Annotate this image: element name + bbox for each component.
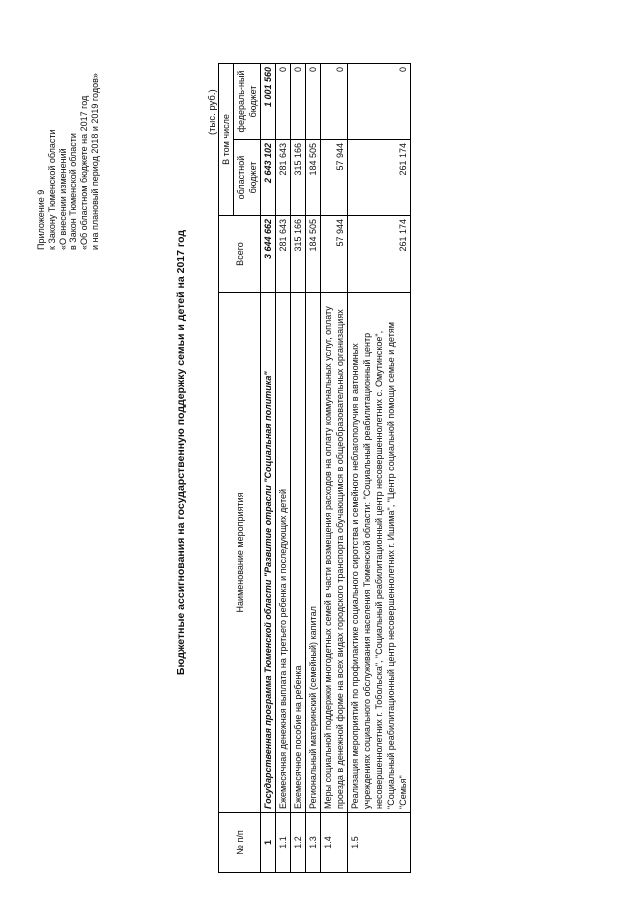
cell-num: 1.5 [348, 813, 411, 873]
appendix-line: «Об областном бюджете на 2017 год [79, 95, 90, 250]
cell-regional: 315 166 [291, 140, 306, 216]
cell-num: 1.4 [321, 813, 348, 873]
cell-regional: 2 643 102 [261, 140, 276, 216]
header-federal: федераль-ный бюджет [234, 63, 261, 139]
header-name: Наименование мероприятия [219, 293, 261, 813]
units-label: (тыс. руб.) [207, 89, 218, 135]
header-total: Всего [219, 216, 261, 293]
cell-regional: 184 505 [306, 140, 321, 216]
appendix-line: и на плановый период 2018 и 2019 годов» [89, 73, 100, 250]
cell-total: 57 944 [321, 216, 348, 293]
cell-regional: 57 944 [321, 140, 348, 216]
cell-total: 3 644 662 [261, 216, 276, 293]
table-row [276, 63, 291, 872]
cell-name: Ежемесячное пособие на ребенка [291, 293, 306, 813]
cell-regional: 261 174 [348, 140, 411, 216]
cell-federal: 0 [348, 63, 411, 139]
appendix-line: в Закон Тюменской области [68, 133, 79, 250]
table-row-program [261, 63, 276, 872]
cell-federal: 1 001 560 [261, 63, 276, 139]
table-row [291, 63, 306, 872]
document-title: Бюджетные ассигнования на государственную поддержку семьи и детей на 2017 год [175, 229, 187, 676]
appendix-line: «О внесении изменений [57, 148, 68, 250]
cell-num: 1 [261, 813, 276, 873]
cell-num: 1.3 [306, 813, 321, 873]
appendix-header [36, 73, 101, 250]
header-including: В том числе [219, 63, 234, 215]
header-regional: областной бюджет [234, 140, 261, 216]
cell-regional: 281 643 [276, 140, 291, 216]
cell-total: 184 505 [306, 216, 321, 293]
cell-name: Реализация мероприятий по профилактике социального сиротства и семейного неблагополучия в автономных учреждениях социального обслуживания населения Тюменской области: "Социальный реабилитационный центр несовершеннолетних г. Тобольска", "Социальный реабилитационный центр несовершеннолетних с. Омутинское", "Социальный реабилитационный центр несовершеннолетних г. Ишима", "Центр социальной помощи семье и детям "Семья" [348, 293, 411, 813]
table-header-row [219, 63, 234, 872]
cell-federal: 0 [291, 63, 306, 139]
table-row [321, 63, 348, 872]
cell-name: Региональный материнский (семейный) капитал [306, 293, 321, 813]
cell-federal: 0 [276, 63, 291, 139]
cell-total: 281 643 [276, 216, 291, 293]
cell-name: Меры социальной поддержки многодетных семей в части возмещения расходов на оплату коммунальных услуг, оплату проезда в денежной форме на всех видах городского транспорта обучающимся в общеобразовательных организациях [321, 293, 348, 813]
appendix-line: Приложение 9 [36, 189, 46, 250]
cell-total: 261 174 [348, 216, 411, 293]
cell-name: Государственная программа Тюменской области "Развитие отрасли "Социальная политика" [261, 293, 276, 813]
table-row [348, 63, 411, 872]
cell-num: 1.2 [291, 813, 306, 873]
cell-name: Ежемесячная денежная выплата на третьего ребенка и последующих детей [276, 293, 291, 813]
budget-table [218, 63, 411, 873]
table-row [306, 63, 321, 872]
cell-federal: 0 [321, 63, 348, 139]
header-num: № п/п [219, 813, 261, 873]
cell-num: 1.1 [276, 813, 291, 873]
appendix-line: к Закону Тюменской области [46, 129, 57, 250]
cell-total: 315 166 [291, 216, 306, 293]
cell-federal: 0 [306, 63, 321, 139]
